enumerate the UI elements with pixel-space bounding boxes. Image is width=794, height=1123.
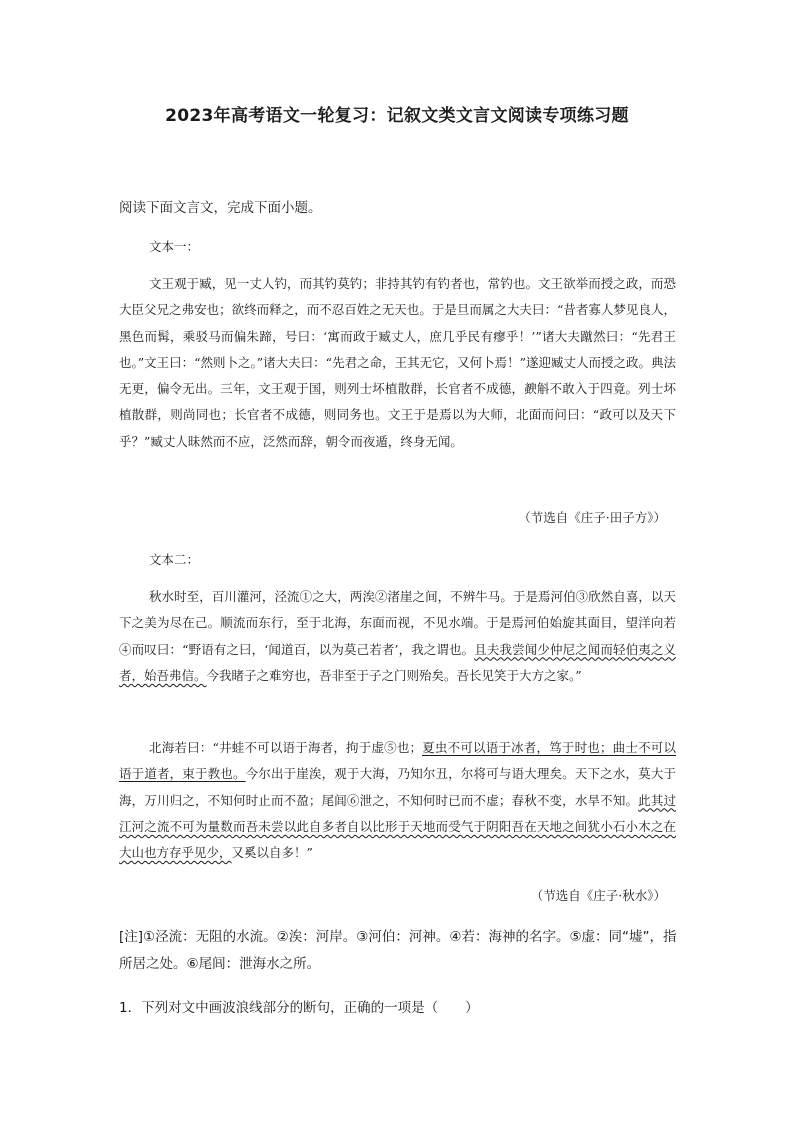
page-title: 2023年高考语文一轮复习：记叙文类文言文阅读专项练习题 [165, 106, 629, 126]
text2-label: 文本二： [149, 552, 200, 567]
text2-p2-text: 北海若曰：“井蛙不可以语于海者，拘于虚⑤也； [149, 740, 423, 755]
text2-paragraph-1 [119, 584, 676, 689]
question-1: 1．下列对文中画波浪线部分的断句，正确的一项是（ ） [119, 1000, 479, 1016]
text2-p1-text: 秋水时至，百川灌河，泾流①之大，两涘②渚崖之间，不辨牛马。于是焉河伯③欣然自喜，以天下之美为尽在己。顺流而东行，至于北海，东面而视，不见水端。于是焉河伯始旋其面目，望洋向若④而叹曰：“野语有之曰，‘闻道百，以为莫己若者’，我之谓也。 [119, 589, 676, 657]
text1-source: （节选自《庄子·田子方》） [518, 510, 666, 525]
text2-source: （节选自《庄子·秋水》） [530, 888, 666, 903]
text1-body: 文王观于臧，见一丈人钓，而其钓莫钓；非持其钓有钓者也，常钓也。文王欲举而授之政，而恐大臣父兄之弗安也；欲终而释之，而不忍百姓之无天也。于是旦而属之大夫曰：“昔者寡人梦见良人，黑色而髯，乘驳马而偏朱蹄，号曰：‘寓而政于臧丈人，庶几乎民有瘳乎！’”诸大夫蹴然曰：“先君王也。”文王曰：“然则卜之。”诸大夫曰：“先君之命，王其无它，又何卜焉！”遂迎臧丈人而授之政。典法无更，偏令无出。三年，文王观于国，则列士坏植散群，长官者不成德，斔斛不敢入于四竟。列士坏植散群，则尚同也；长官者不成德，则同务也。文王于是焉以为大师，北面而问曰：“政可以及天下乎？”臧丈人昧然而不应，泛然而辞，朝令而夜遁，终身无闻。 [119, 276, 676, 449]
annotation-note: [注]①泾流：无阻的水流。②涘：河岸。③河伯：河神。④若：海神的名字。⑤虚：同“墟”，指所居之处。⑥尾闾：泄海水之所。 [119, 929, 677, 972]
text2-paragraph-2 [119, 735, 676, 866]
text2-p2-text-end: 又奚以自多！” [231, 845, 313, 861]
instruction-text: 阅读下面文言文，完成下面小题。 [119, 200, 322, 216]
text2-p2-text-mid: 今尔出于崖涘，观于大海，乃知尔丑，尔将可与语大理矣。天下之水，莫大于海，万川归之，不知何时止而不盈；尾闾⑥泄之，不知何时已而不虚；春秋不变，水旱不知。 [119, 766, 676, 808]
wavy-underlined-text: 且夫我尝闻少仲尼之闻而轻伯夷之义者，始吾弗信。 [119, 641, 676, 683]
text1-label: 文本一： [149, 239, 200, 254]
underlined-text: 夏虫不可以语于冰者，笃于时也；曲士不可以语于道者，束于教也。 [119, 740, 676, 782]
text2-p1-text-end: 今我睹子之难穷也，吾非至于子之门则殆矣。吾长见笑于大方之家。” [206, 667, 582, 683]
wavy-underlined-text-2: 此其过江河之流不可为量数而吾未尝以此自多者自以比形于天地而受气于阴阳吾在天地之间犹小石小木之在大山也方存乎见少， [119, 792, 676, 861]
